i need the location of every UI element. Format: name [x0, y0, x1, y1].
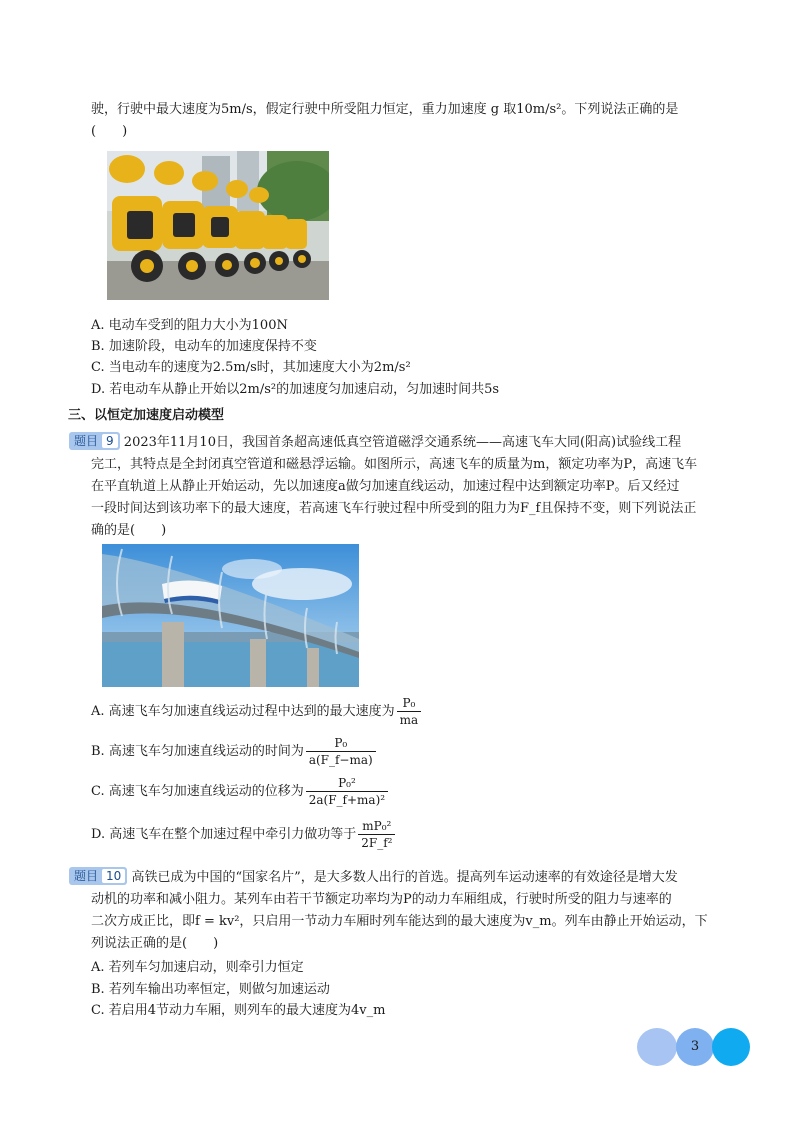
q9-option-a: A. 高速飞车匀加速直线运动过程中达到的最大速度为 $\frac{\text{P₀}}{ma}$: [91, 695, 421, 728]
q8-option-a: A. 电动车受到的阻力大小为100N: [91, 318, 288, 333]
q9-line-3: 在平直轨道上从静止开始运动，先以加速度a做匀加速直线运动，加速过程中达到额定功率P。后又经过: [91, 479, 680, 494]
answer-blank: ( ): [91, 124, 128, 139]
q10-line-3: 二次方成正比，即f = kv²，只启用一节动力车厢时列车能达到的最大速度为v_m。列车由静止开始运动，下: [91, 914, 708, 929]
section-heading: 三、以恒定加速度启动模型: [68, 408, 225, 423]
q9-tag: 题目 9: [69, 432, 120, 450]
q10-option-b: B. 若列车输出功率恒定，则做匀加速运动: [91, 982, 330, 997]
page-badge-right: [712, 1028, 750, 1066]
q9-option-c: C. 高速飞车匀加速直线运动的位移为 $\frac{\text{P₀²}}{\text{2a(F\_f+ma)²}}$: [91, 775, 388, 808]
question-8-stem-line: 驶，行驶中最大速度为5m/s，假定行驶中所受阻力恒定，重力加速度 g 取10m/s²。下列说法正确的是: [91, 102, 679, 117]
q9-option-d-fraction: $\frac{\text{mP₀²}}{\text{2F\_f²}}$: [358, 818, 395, 851]
q10-tag: 题目 10: [69, 867, 127, 885]
q9-line-1: [69, 432, 681, 454]
scooter-photo: [107, 151, 329, 300]
maglev-photo: [102, 544, 359, 687]
q9-line-2: 完工，其特点是全封闭真空管道和磁悬浮运输。如图所示，高速飞车的质量为m，额定功率为P，高速飞车: [91, 457, 698, 472]
q8-option-b: B. 加速阶段，电动车的加速度保持不变: [91, 339, 317, 354]
q9-option-a-fraction: $\frac{\text{P₀}}{ma}$: [397, 695, 422, 728]
q9-option-b-fraction: $\frac{\text{P₀}}{a(F\_f-ma)}$: [306, 735, 376, 768]
q9-line-5: 确的是( ): [91, 523, 167, 538]
page-number: 3: [676, 1028, 714, 1066]
q10-text-1: 高铁已成为中国的“国家名片”，是大多数人出行的首选。提高列车运动速率的有效途径是增大发: [131, 870, 678, 885]
q10-option-a: A. 若列车匀加速启动，则牵引力恒定: [91, 960, 304, 975]
q10-line-2: 动机的功率和减小阻力。某列车由若干节额定功率均为P的动力车厢组成，行驶时所受的阻力与速率的: [91, 892, 672, 907]
q9-option-c-fraction: $\frac{\text{P₀²}}{\text{2a(F\_f+ma)²}}$: [306, 775, 388, 808]
q10-option-c: C. 若启用4节动力车厢，则列车的最大速度为4v_m: [91, 1003, 386, 1018]
q8-option-d: D. 若电动车从静止开始以2m/s²的加速度匀加速启动，匀加速时间共5s: [91, 382, 500, 397]
q9-option-d: D. 高速飞车在整个加速过程中牵引力做功等于 $\frac{\text{mP₀²}}{\text{2F\_f²}}$: [91, 818, 395, 851]
q9-number: 9: [102, 434, 118, 448]
q10-line-1: [69, 867, 678, 889]
q8-option-c: C. 当电动车的速度为2.5m/s时，其加速度大小为2m/s²: [91, 360, 411, 375]
q10-line-4: 列说法正确的是( ): [91, 936, 219, 951]
q9-option-b: B. 高速飞车匀加速直线运动的时间为 $\frac{\text{P₀}}{a(F\_f-ma)}$: [91, 735, 376, 768]
q9-text-1: 2023年11月10日，我国首条超高速低真空管道磁浮交通系统——高速飞车大同(阳高)试验线工程: [123, 435, 682, 450]
q10-number: 10: [102, 869, 125, 883]
q9-line-4: 一段时间达到该功率下的最大速度，若高速飞车行驶过程中所受到的阻力为F_f且保持不变，则下列说法正: [91, 501, 697, 516]
page-badge-left: [637, 1028, 677, 1066]
